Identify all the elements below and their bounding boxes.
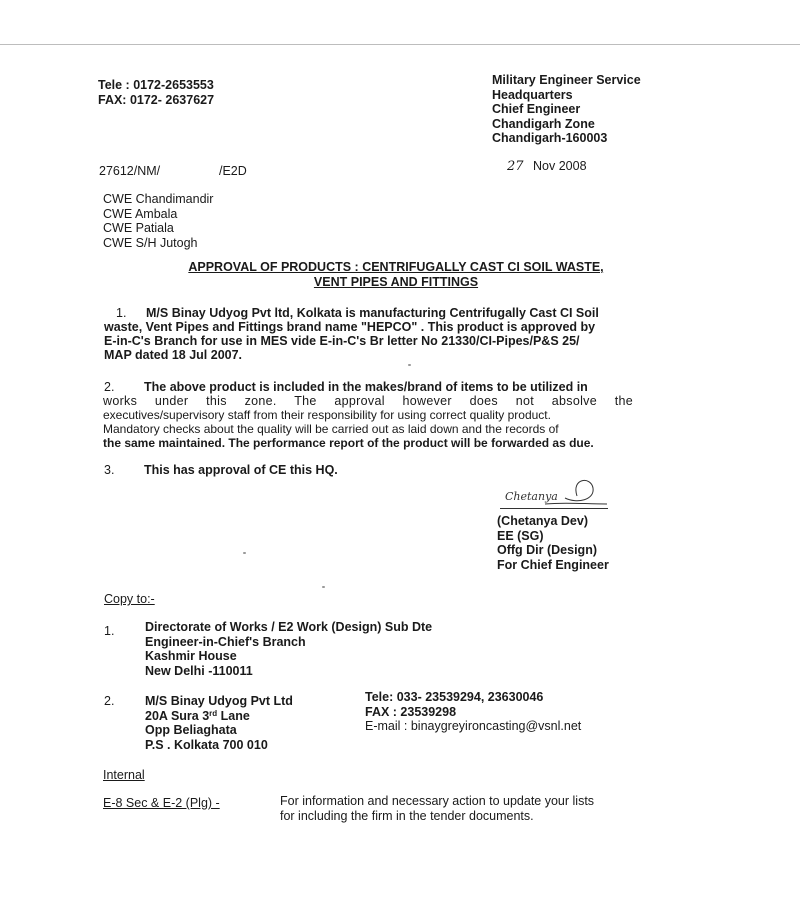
copy-item-address bbox=[145, 694, 293, 752]
org-line: Chandigarh-160003 bbox=[492, 131, 608, 145]
signatory-line: EE (SG) bbox=[497, 528, 544, 543]
org-line: Headquarters bbox=[492, 87, 573, 102]
paragraph-number: 1. bbox=[116, 306, 127, 320]
address-line: M/S Binay Udyog Pvt Ltd bbox=[145, 694, 293, 708]
addressee: CWE Patiala bbox=[103, 221, 174, 235]
signature-scribble: Chetanya bbox=[505, 490, 558, 503]
paragraph-number: 3. bbox=[104, 463, 115, 477]
paragraph-line: MAP dated 18 Jul 2007. bbox=[104, 348, 243, 362]
signatory-line: Offg Dir (Design) bbox=[497, 543, 597, 557]
signature-rule bbox=[500, 508, 608, 509]
paragraph-line: works under this zone. The approval however does not absolve the bbox=[103, 394, 634, 408]
scan-speck bbox=[408, 364, 411, 366]
addressee: CWE S/H Jutogh bbox=[103, 235, 198, 250]
contact-tele: Tele: 033- 23539294, 23630046 bbox=[365, 690, 544, 704]
letter-date bbox=[507, 159, 587, 175]
org-line: Chandigarh Zone bbox=[492, 116, 595, 131]
paragraph-line: This has approval of CE this HQ. bbox=[144, 463, 338, 477]
org-line: Chief Engineer bbox=[492, 102, 581, 116]
ordinal-suffix: rd bbox=[209, 708, 218, 718]
paragraph-line: waste, Vent Pipes and Fittings brand name "HEPCO" . This product is approved by bbox=[104, 320, 596, 334]
paragraph-line: the same maintained. The performance report of the product will be forwarded as due. bbox=[103, 436, 594, 450]
copy-item-number: 1. bbox=[104, 624, 115, 638]
addressee: CWE Chandimandir bbox=[103, 192, 214, 206]
copy-item-number: 2. bbox=[104, 694, 115, 708]
subject-line-1: APPROVAL OF PRODUCTS : CENTRIFUGALLY CAST CI SOIL WASTE, bbox=[188, 260, 604, 274]
top-rule bbox=[0, 44, 800, 45]
note-line: For information and necessary action to update your lists bbox=[280, 794, 595, 808]
reference-number: 27612/NM/ bbox=[99, 164, 161, 178]
internal-note bbox=[280, 794, 594, 823]
copy-item-address bbox=[145, 620, 432, 678]
copy-to-heading: Copy to:- bbox=[104, 592, 155, 606]
note-line: for including the firm in the tender documents. bbox=[280, 808, 534, 823]
tele-number: Tele : 0172-2653553 bbox=[98, 78, 214, 92]
signatory-line: For Chief Engineer bbox=[497, 557, 609, 572]
date-month-year: Nov 2008 bbox=[533, 159, 587, 173]
paragraph-line: Mandatory checks about the quality will be carried out as laid down and the records of bbox=[103, 422, 559, 436]
address-line: New Delhi -110011 bbox=[145, 663, 253, 678]
reference-suffix: /E2D bbox=[219, 164, 247, 178]
address-line: Engineer-in-Chief's Branch bbox=[145, 634, 306, 649]
address-line: Kashmir House bbox=[145, 649, 237, 663]
date-day: 27 bbox=[507, 159, 524, 174]
address-line: Opp Beliaghata bbox=[145, 723, 237, 737]
addressee: CWE Ambala bbox=[103, 206, 178, 221]
addressee-list bbox=[103, 192, 213, 250]
fax-number: FAX: 0172- 2637627 bbox=[98, 93, 215, 107]
address-line: P.S . Kolkata 700 010 bbox=[145, 737, 268, 752]
scan-speck bbox=[243, 552, 246, 554]
contact-block bbox=[365, 690, 581, 734]
address-line: 20A Sura 3rd Lane bbox=[145, 708, 250, 723]
org-line: Military Engineer Service bbox=[492, 73, 641, 87]
paragraph-line: M/S Binay Udyog Pvt ltd, Kolkata is manufacturing Centrifugally Cast CI Soil bbox=[146, 306, 599, 320]
signatory-line: (Chetanya Dev) bbox=[497, 514, 588, 528]
contact-fax: FAX : 23539298 bbox=[365, 704, 457, 719]
paragraph-number: 2. bbox=[104, 380, 115, 394]
signatory-block bbox=[497, 514, 609, 572]
scan-speck bbox=[322, 586, 325, 588]
paragraph-line: E-in-C's Branch for use in MES vide E-in-C's Br letter No 21330/CI-Pipes/P&S 25/ bbox=[104, 334, 580, 348]
letterhead-org bbox=[492, 73, 641, 146]
internal-heading: Internal bbox=[103, 768, 145, 782]
paragraph-line: The above product is included in the makes/brand of items to be utilized in bbox=[144, 380, 588, 394]
address-line: Directorate of Works / E2 Work (Design) Sub Dte bbox=[145, 620, 433, 634]
internal-label: E-8 Sec & E-2 (Plg) - bbox=[103, 796, 220, 810]
paragraph-line: executives/supervisory staff from their responsibility for using correct quality product. bbox=[103, 408, 551, 422]
subject-line-2: VENT PIPES AND FITTINGS bbox=[313, 275, 479, 289]
contact-email: E-mail : binaygreyironcasting@vsnl.net bbox=[365, 719, 582, 733]
